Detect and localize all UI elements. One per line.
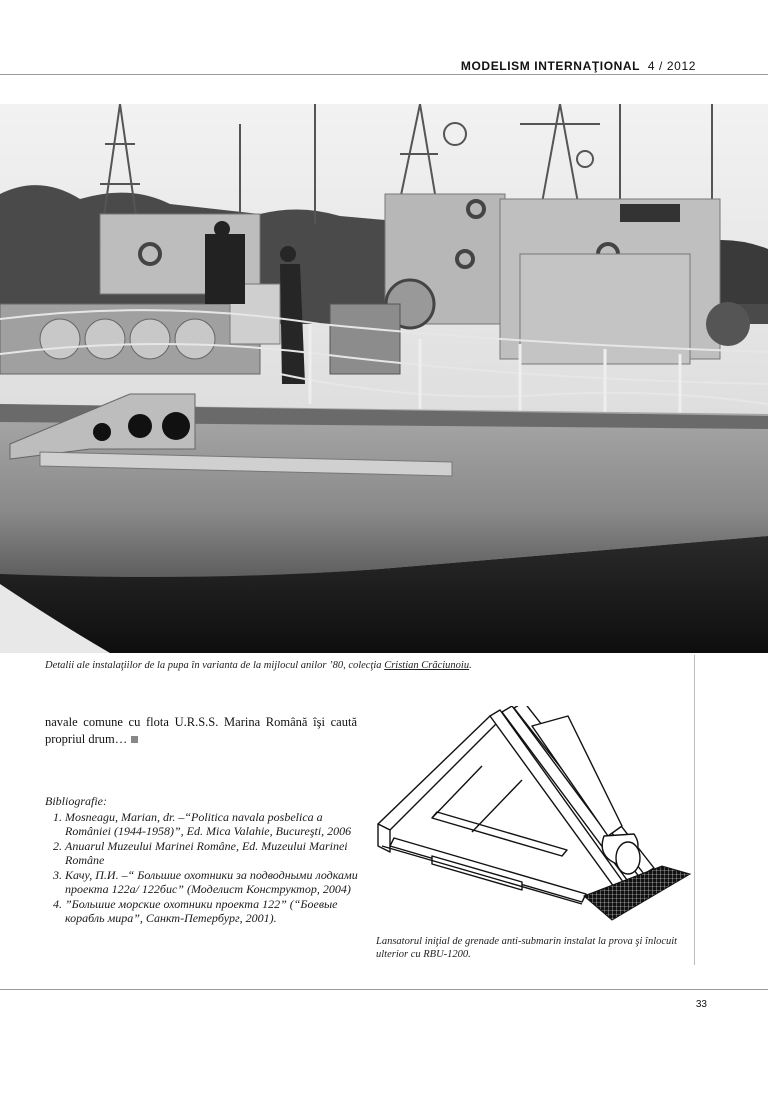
bibliography-item: 1. Mosneagu, Marian, dr. –“Politica navala posbelica a României (1944-1958)”, Ed. Mica Valahie, Bucureşti, 2006 bbox=[65, 810, 363, 838]
running-header bbox=[461, 59, 696, 73]
bibliography-item: 3. Качу, П.И. –“ Большие охотники за подводными лодками проекта 122а/ 122бис” (Моделист Конструктор, 2004) bbox=[65, 868, 363, 896]
photo-caption-text: Detalii ale instalaţiilor de la pupa în varianta de la mijlocul anilor ’80, colecţia bbox=[45, 660, 382, 671]
body-paragraph bbox=[45, 714, 357, 748]
photo-caption bbox=[45, 660, 685, 671]
page-number: 33 bbox=[695, 999, 707, 1010]
footer-divider bbox=[0, 989, 768, 990]
photo-credit: Cristian Crăciunoiu bbox=[384, 660, 470, 671]
end-of-article-mark bbox=[131, 736, 138, 743]
body-paragraph-text: navale comune cu flota U.R.S.S. Marina Română îşi caută propriul drum… bbox=[45, 715, 357, 746]
bibliography-item: 2. Anuarul Muzeului Marinei Române, Ed. Muzeului Marinei Române bbox=[65, 839, 363, 867]
header-divider bbox=[0, 74, 768, 75]
column-divider bbox=[694, 655, 695, 965]
photo-caption-end: . bbox=[469, 660, 472, 671]
bibliography bbox=[45, 794, 363, 926]
magazine-title: MODELISM INTERNAŢIONAL bbox=[460, 59, 640, 73]
bibliography-item: 4. ”Большие морские охотники проекта 122” (“Боевые корабль мира”, Санкт-Петербург, 2001). bbox=[65, 897, 363, 925]
drawing-caption: Lansatorul iniţial de grenade anti-submarin instalat la prova şi înlocuit ulterior cu RBU-1200. bbox=[376, 936, 678, 960]
issue-number: 4 / 2012 bbox=[647, 59, 696, 73]
ship-photo bbox=[0, 104, 768, 653]
launcher-drawing bbox=[372, 706, 694, 928]
bibliography-title: Bibliografie: bbox=[45, 794, 107, 808]
bibliography-list bbox=[45, 810, 363, 925]
